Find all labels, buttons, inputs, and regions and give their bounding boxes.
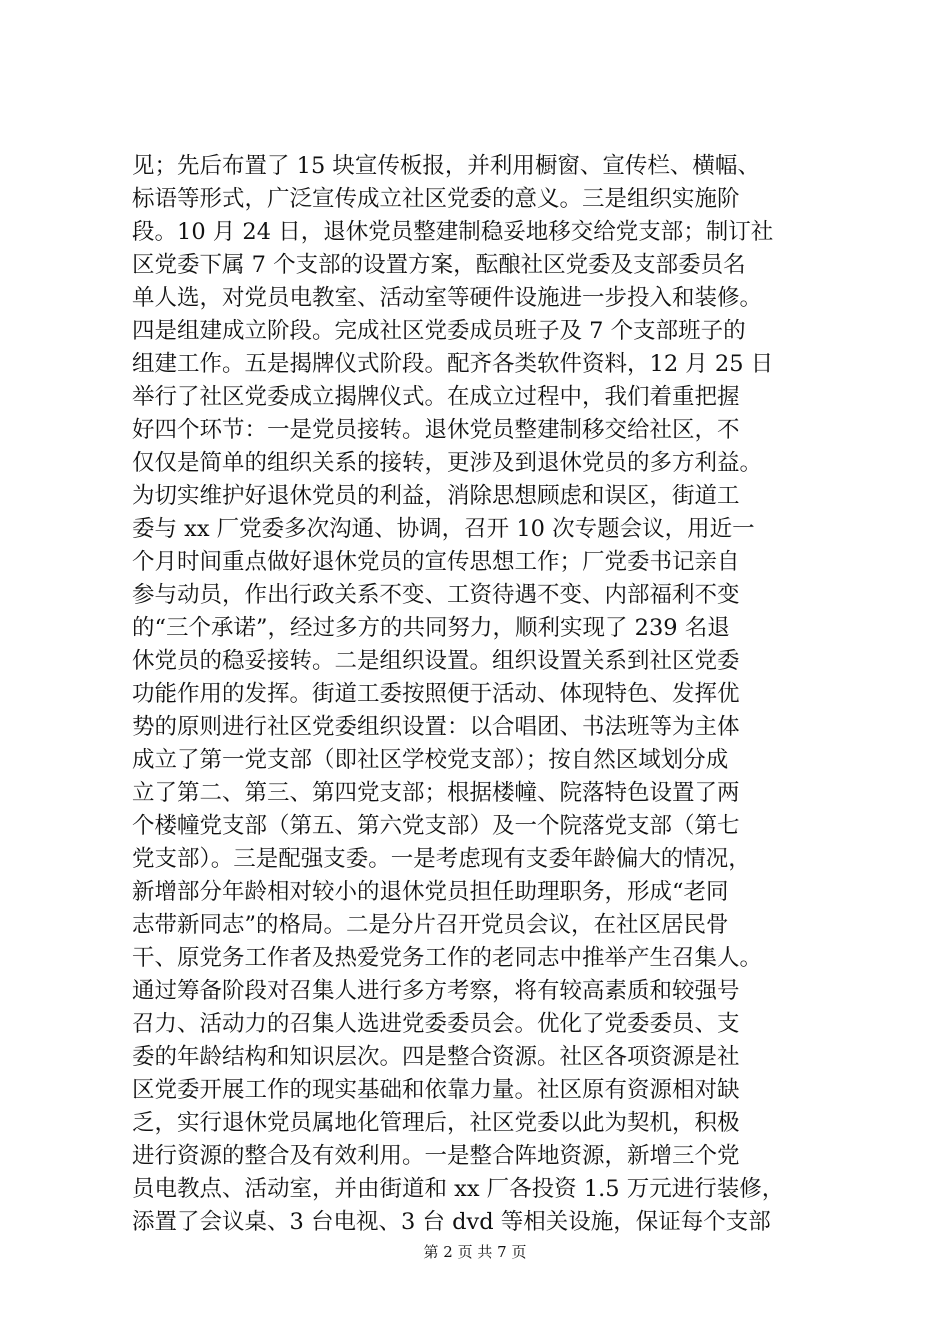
text-line: 四是组建成立阶段。完成社区党委成员班子及 7 个支部班子的 bbox=[132, 318, 746, 344]
text-line: 新增部分年龄相对较小的退休党员担任助理职务，形成“老同 bbox=[132, 879, 729, 905]
text-line: 委与 xx 厂党委多次沟通、协调，召开 10 次专题会议，用近一 bbox=[132, 516, 755, 542]
text-line: 好四个环节：一是党员接转。退休党员整建制移交给社区，不 bbox=[132, 417, 740, 443]
text-line: 的“三个承诺”，经过多方的共同努力，顺利实现了 239 名退 bbox=[132, 615, 730, 641]
text-line: 势的原则进行社区党委组织设置：以合唱团、书法班等为主体 bbox=[132, 714, 740, 740]
text-line: 乏，实行退休党员属地化管理后，社区党委以此为契机，积极 bbox=[132, 1110, 740, 1136]
text-line: 个楼幢党支部（第五、第六党支部）及一个院落党支部（第七 bbox=[132, 813, 740, 839]
text-line: 召力、活动力的召集人选进党委委员会。优化了党委委员、支 bbox=[132, 1011, 740, 1037]
text-line: 单人选，对党员电教室、活动室等硬件设施进一步投入和装修。 bbox=[132, 285, 763, 311]
text-line: 为切实维护好退休党员的利益，消除思想顾虑和误区，街道工 bbox=[132, 483, 740, 509]
text-line: 添置了会议桌、3 台电视、3 台 dvd 等相关设施，保证每个支部 bbox=[132, 1209, 771, 1235]
body-text bbox=[132, 150, 832, 1239]
text-line: 通过筹备阶段对召集人进行多方考察，将有较高素质和较强号 bbox=[132, 978, 740, 1004]
text-line: 标语等形式，广泛宣传成立社区党委的意义。三是组织实施阶 bbox=[132, 186, 740, 212]
page-number: 第 2 页 共 7 页 bbox=[423, 1243, 527, 1261]
text-line: 举行了社区党委成立揭牌仪式。在成立过程中，我们着重把握 bbox=[132, 384, 740, 410]
text-line: 个月时间重点做好退休党员的宣传思想工作；厂党委书记亲自 bbox=[132, 549, 740, 575]
text-line: 段。10 月 24 日，退休党员整建制稳妥地移交给党支部；制订社 bbox=[132, 219, 774, 245]
text-line: 组建工作。五是揭牌仪式阶段。配齐各类软件资料，12 月 25 日 bbox=[132, 351, 774, 377]
text-line: 委的年龄结构和知识层次。四是整合资源。社区各项资源是社 bbox=[132, 1044, 740, 1070]
text-line: 区党委开展工作的现实基础和依靠力量。社区原有资源相对缺 bbox=[132, 1077, 740, 1103]
text-line: 休党员的稳妥接转。二是组织设置。组织设置关系到社区党委 bbox=[132, 648, 740, 674]
text-line: 员电教点、活动室，并由街道和 xx 厂各投资 1.5 万元进行装修， bbox=[132, 1176, 785, 1202]
page-footer bbox=[0, 1242, 950, 1262]
text-line: 区党委下属 7 个支部的设置方案，酝酿社区党委及支部委员名 bbox=[132, 252, 746, 278]
text-line: 见；先后布置了 15 块宣传板报，并利用橱窗、宣传栏、横幅、 bbox=[132, 153, 760, 179]
text-line: 进行资源的整合及有效利用。一是整合阵地资源，新增三个党 bbox=[132, 1143, 740, 1169]
text-line: 党支部）。三是配强支委。一是考虑现有支委年龄偏大的情况， bbox=[132, 846, 751, 872]
text-line: 志带新同志”的格局。二是分片召开党员会议，在社区居民骨 bbox=[132, 912, 729, 938]
text-line: 成立了第一党支部（即社区学校党支部）；按自然区域划分成 bbox=[132, 747, 729, 773]
text-line: 干、原党务工作者及热爱党务工作的老同志中推举产生召集人。 bbox=[132, 945, 763, 971]
text-line: 功能作用的发挥。街道工委按照便于活动、体现特色、发挥优 bbox=[132, 681, 740, 707]
text-line: 仅仅是简单的组织关系的接转，更涉及到退休党员的多方利益。 bbox=[132, 450, 763, 476]
text-line: 参与动员，作出行政关系不变、工资待遇不变、内部福利不变 bbox=[132, 582, 740, 608]
text-line: 立了第二、第三、第四党支部；根据楼幢、院落特色设置了两 bbox=[132, 780, 740, 806]
